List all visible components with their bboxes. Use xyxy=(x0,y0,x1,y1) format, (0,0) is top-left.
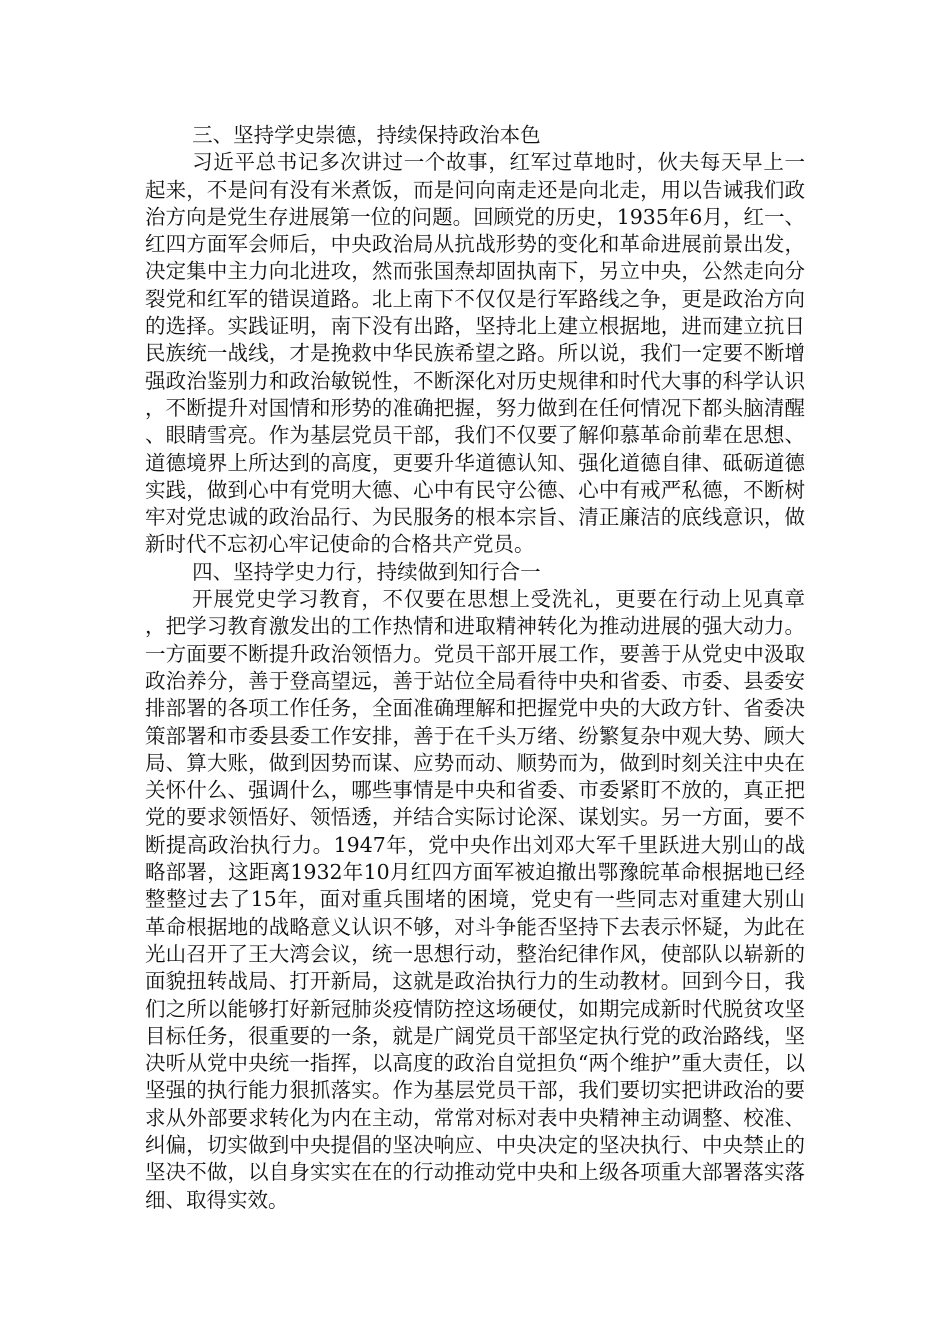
section-paragraph-4: 开展党史学习教育，不仅要在思想上受洗礼，更要在行动上见真章，把学习教育激发出的工作热情和进取精神转化为推动进展的强大动力。一方面要不断提升政治领悟力。党员干部开展工作，要善于从党史中汲取政治养分，善于登高望远，善于站位全局看待中央和省委、市委、县委安排部署的各项工作任务，全面准确理解和把握党中央的大政方针、省委决策部署和市委县委工作安排，善于在千头万绪、纷繁复杂中观大势、顾大局、算大账，做到因势而谋、应势而动、顺势而为，做到时刻关注中央在关怀什么、强调什么，哪些事情是中央和省委、市委紧盯不放的，真正把党的要求领悟好、领悟透，并结合实际讨论深、谋划实。另一方面，要不断提高政治执行力。1947年，党中央作出刘邓大军千里跃进大别山的战略部署，这距离1932年10月红四方面军被迫撤出鄂豫皖革命根据地已经整整过去了15年，面对重兵围堵的困境，党史有一些同志对重建大别山革命根据地的战略意义认识不够，对斗争能否坚持下去表示怀疑，为此在光山召开了王大湾会议，统一思想行动，整治纪律作风，使部队以崭新的面貌扭转战局、打开新局，这就是政治执行力的生动教材。回到今日，我们之所以能够打好新冠肺炎疫情防控这场硬仗，如期完成新时代脱贫攻坚目标任务，很重要的一条，就是广阔党员干部坚定执行党的政治路线，坚决听从党中央统一指挥，以高度的政治自觉担负“两个维护”重大责任，以坚强的执行能力狠抓落实。作为基层党员干部，我们要切实把讲政治的要求从外部要求转化为内在主动，常常对标对表中央精神主动调整、校准、纠偏，切实做到中央提倡的坚决响应、中央决定的坚决执行、中央禁止的坚决不做，以自身实实在在的行动推动党中央和上级各项重大部署落实落细、取得实效。 xyxy=(145,587,805,1212)
section-heading-4: 四、坚持学史力行，持续做到知行合一 xyxy=(192,559,541,584)
section-heading-3: 三、坚持学史崇德，持续保持政治本色 xyxy=(192,123,541,147)
document-body xyxy=(145,122,805,1214)
section-paragraph-3: 习近平总书记多次讲过一个故事，红军过草地时，伙夫每天早上一起来，不是问有没有米煮饭，而是问向南走还是向北走，用以告诫我们政治方向是党生存进展第一位的问题。回顾党的历史，1935年6月，红一、红四方面军会师后，中央政治局从抗战形势的变化和革命进展前景出发，决定集中主力向北进攻，然而张国焘却固执南下，另立中央，公然走向分裂党和红军的错误道路。北上南下不仅仅是行军路线之争，更是政治方向的选择。实践证明，南下没有出路，坚持北上建立根据地，进而建立抗日民族统一战线，才是挽救中华民族希望之路。所以说，我们一定要不断增强政治鉴别力和政治敏锐性，不断深化对历史规律和时代大事的科学认识，不断提升对国情和形势的准确把握，努力做到在任何情况下都头脑清醒、眼睛雪亮。作为基层党员干部，我们不仅要了解仰慕革命前辈在思想、道德境界上所达到的高度，更要升华道德认知、强化道德自律、砥砺道德实践，做到心中有党明大德、心中有民守公德、心中有戒严私德，不断树牢对党忠诚的政治品行、为民服务的根本宗旨、清正廉洁的底线意识，做新时代不忘初心牢记使命的合格共产党员。 xyxy=(145,150,805,557)
